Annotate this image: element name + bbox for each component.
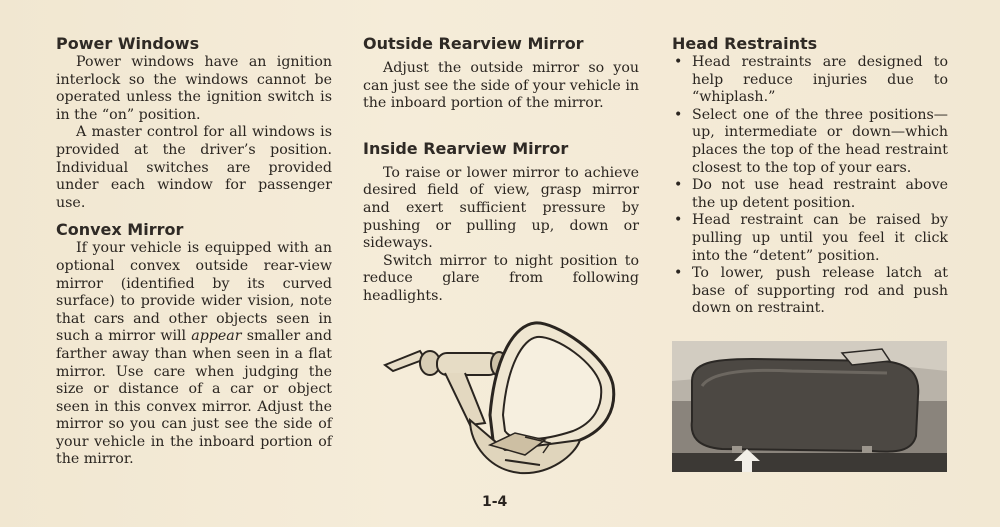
power-windows-paragraph-2: A master control for all windows is provided at the driver’s position. Individual switches are provided under each window for passenger use.	[56, 124, 332, 211]
head-restraints-heading: Head Restraints	[672, 34, 818, 53]
list-item: • Head restraint can be raised by pulling up until you feel it click into the “detent” position.	[672, 212, 948, 265]
head-restraint-photo	[672, 341, 947, 472]
column-left	[56, 34, 332, 469]
appear-emphasis: appear	[191, 328, 242, 345]
power-windows-paragraph-1: Power windows have an ignition interlock so the windows cannot be operated unless the ignition switch is in the “on” position.	[56, 54, 332, 123]
convex-mirror-paragraph: If your vehicle is equipped with an optional convex outside rear-view mirror (identified by its curved surface) to provide wider vision, note that cars and other objects seen in such a mirror will appear smaller and farther away than when seen in a flat mirror. Use care when judging the size or distance of a car or object seen in this convex mirror. Adjust the mirror so you can just see the side of your vehicle in the inboard portion of the mirror.	[56, 240, 332, 468]
column-right	[672, 34, 948, 318]
inside-mirror-paragraph-1: To raise or lower mirror to achieve desired field of view, grasp mirror and exert sufficient pressure by pushing or pulling up, down or sideways.	[363, 164, 639, 252]
head-restraints-list	[672, 54, 948, 318]
column-middle	[363, 34, 639, 306]
power-windows-heading: Power Windows	[56, 34, 200, 53]
list-item: • Do not use head restraint above the up detent position.	[672, 177, 948, 212]
outside-mirror-heading: Outside Rearview Mirror	[363, 34, 584, 53]
page-number: 1-4	[482, 494, 508, 510]
rearview-mirror-illustration	[375, 315, 625, 480]
outside-mirror-paragraph: Adjust the outside mirror so you can just see the side of your vehicle in the inboard portion of the mirror.	[363, 60, 639, 112]
inside-mirror-heading: Inside Rearview Mirror	[363, 138, 569, 158]
list-item: • Select one of the three positions—up, intermediate or down—which places the top of the head restraint closest to the top of your ears.	[672, 107, 948, 177]
list-item: • To lower, push release latch at base of supporting rod and push down on restraint.	[672, 265, 948, 318]
convex-mirror-heading: Convex Mirror	[56, 220, 184, 240]
list-item: • Head restraints are designed to help reduce injuries due to “whiplash.”	[672, 54, 948, 107]
inside-mirror-paragraph-2: Switch mirror to night position to reduce glare from following headlights.	[363, 252, 639, 304]
